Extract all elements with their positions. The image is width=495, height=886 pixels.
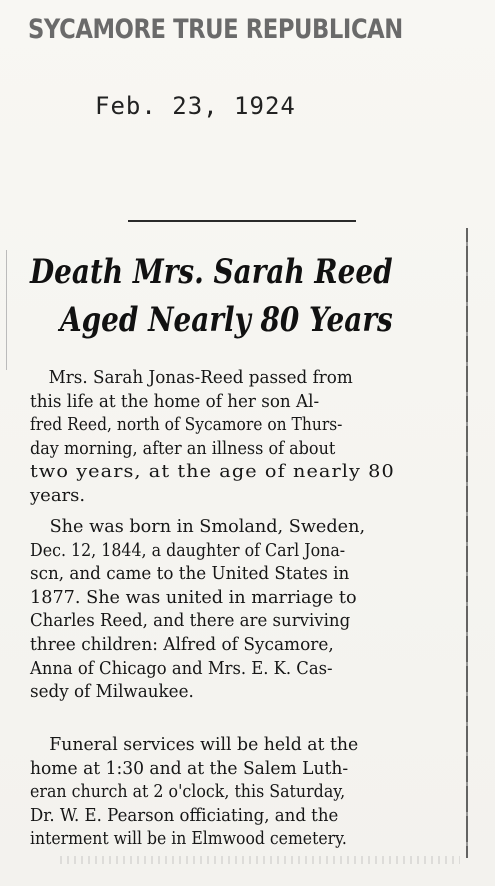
obituary-paragraph-1 (30, 366, 460, 508)
obituary-paragraph-2 (30, 515, 460, 704)
text-line: 1877. She was united in marriage to (30, 586, 357, 608)
headline-line-1: Death Mrs. Sarah Reed (30, 252, 393, 292)
text-line: Dr. W. E. Pearson officiating, and the (30, 804, 339, 826)
obituary-paragraph-3 (30, 733, 460, 851)
text-line: eran church at 2 o'clock, this Saturday, (30, 781, 346, 803)
text-line: She was born in Smoland, Sweden, (49, 516, 366, 537)
text-line: fred Reed, north of Sycamore on Thurs- (30, 414, 343, 436)
text-line: Dec. 12, 1844, a daughter of Carl Jona- (30, 539, 346, 561)
text-line: Anna of Chicago and Mrs. E. K. Cas- (30, 657, 333, 679)
text-line: day morning, after an illness of about (30, 437, 336, 459)
divider-rule (128, 220, 356, 222)
text-line: sedy of Milwaukee. (30, 681, 194, 703)
clipping-edge-right (466, 228, 468, 858)
typed-date: Feb. 23, 1924 (95, 92, 296, 120)
text-line: three children: Alfred of Sycamore, (30, 633, 334, 655)
text-line: scn, and came to the United States in (30, 563, 350, 585)
text-line: years. (30, 484, 86, 506)
newspaper-masthead: SYCAMORE TRUE REPUBLICAN (28, 14, 403, 45)
headline-line-2: Aged Nearly 80 Years (60, 300, 393, 340)
text-line: Mrs. Sarah Jonas-Reed passed from (48, 367, 353, 388)
text-line: interment will be in Elmwood cemetery. (30, 828, 347, 850)
text-line: this life at the home of her son Al- (30, 390, 320, 412)
text-line: two years, at the age of nearly 80 (30, 461, 395, 483)
print-grain (60, 856, 460, 864)
text-line: Funeral services will be held at the (49, 734, 359, 755)
text-line: Charles Reed, and there are surviving (30, 610, 351, 632)
clipping-edge-left (6, 250, 7, 370)
text-line: home at 1:30 and at the Salem Luth- (30, 757, 349, 779)
